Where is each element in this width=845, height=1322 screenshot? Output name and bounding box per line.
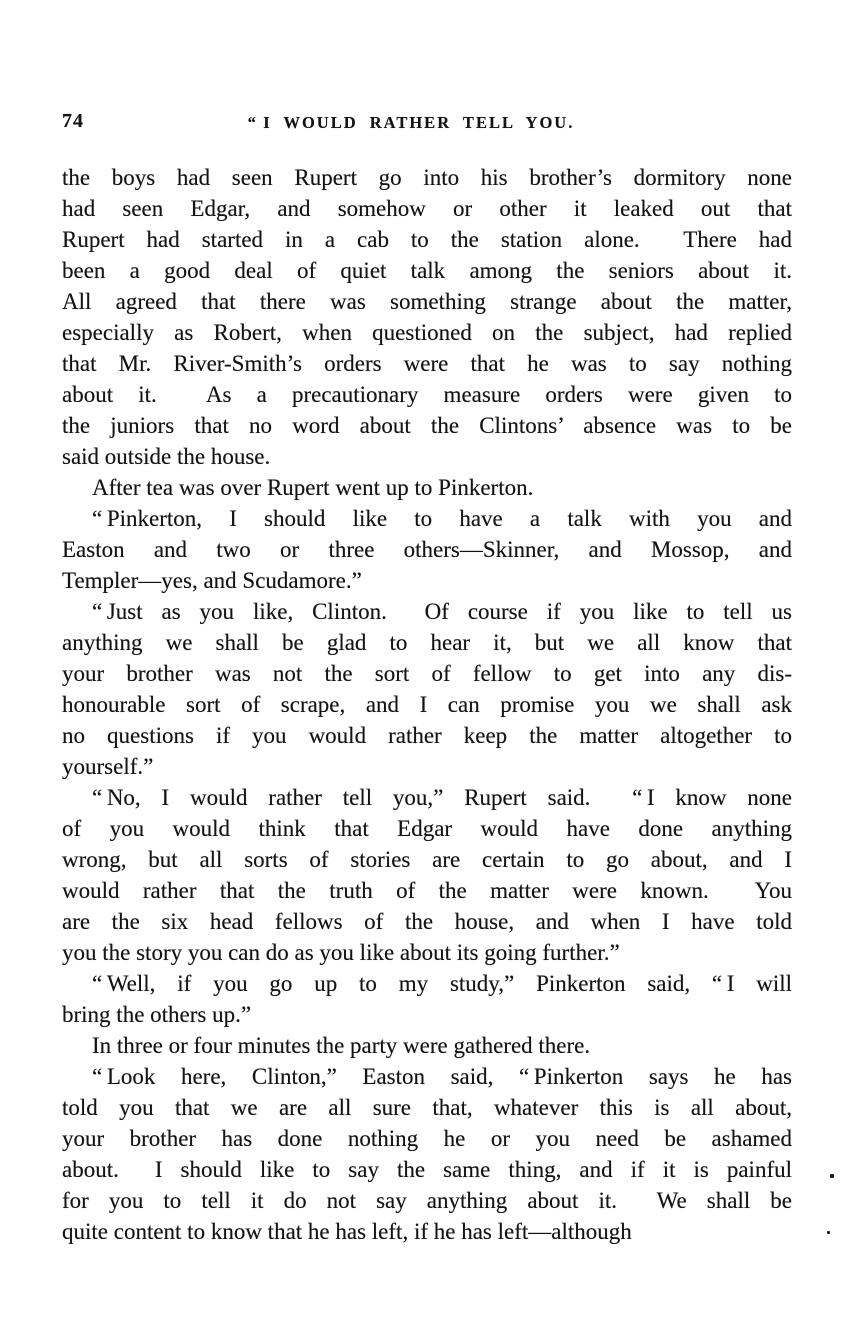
paragraph	[62, 1030, 792, 1061]
text-line: of you would think that Edgar would have done anything	[62, 816, 792, 841]
text-line: had seen Edgar, and somehow or other it leaked out that	[62, 196, 792, 221]
text-line: honourable sort of scrape, and I can promise you we shall ask	[62, 692, 792, 717]
text-line: no questions if you would rather keep the matter altogether to	[62, 723, 792, 748]
text-line: “ Just as you like, Clinton. Of course if you like to tell us	[92, 599, 792, 624]
text-line: you the story you can do as you like about its going further.”	[62, 940, 620, 965]
body-text	[62, 162, 792, 1247]
text-line: the juniors that no word about the Clintons’ absence was to be	[62, 413, 792, 438]
paragraph	[62, 472, 792, 503]
page-header	[62, 110, 792, 136]
running-title: “ I WOULD RATHER TELL YOU.	[247, 113, 575, 132]
text-line: Templer—yes, and Scudamore.”	[62, 568, 362, 593]
text-line: yourself.”	[62, 754, 154, 779]
text-line: All agreed that there was something strange about the matter,	[62, 289, 792, 314]
text-line: about. I should like to say the same thing, and if it is painful	[62, 1157, 792, 1182]
text-line: After tea was over Rupert went up to Pinkerton.	[92, 475, 534, 500]
page-number: 74	[62, 110, 84, 132]
text-line: been a good deal of quiet talk among the seniors about it.	[62, 258, 792, 283]
text-line: that Mr. River-Smith’s orders were that he was to say nothing	[62, 351, 792, 376]
text-line: for you to tell it do not say anything about it. We shall be	[62, 1188, 792, 1213]
text-line: Easton and two or three others—Skinner, and Mossop, and	[62, 537, 792, 562]
text-line: your brother has done nothing he or you need be ashamed	[62, 1126, 792, 1151]
text-line: In three or four minutes the party were gathered there.	[92, 1033, 591, 1058]
text-line: would rather that the truth of the matter were known. You	[62, 878, 792, 903]
scan-speck	[827, 1231, 830, 1234]
text-line: bring the others up.”	[62, 1002, 252, 1027]
text-line: “ Well, if you go up to my study,” Pinkerton said, “ I will	[92, 971, 792, 996]
text-line: told you that we are all sure that, whatever this is all about,	[62, 1095, 792, 1120]
text-line: are the six head fellows of the house, and when I have told	[62, 909, 792, 934]
text-line: about it. As a precautionary measure orders were given to	[62, 382, 792, 407]
text-line: said outside the house.	[62, 444, 271, 469]
text-line: Rupert had started in a cab to the station alone. There had	[62, 227, 792, 252]
paragraph	[62, 782, 792, 968]
text-line: “ No, I would rather tell you,” Rupert said. “ I know none	[92, 785, 792, 810]
text-line: the boys had seen Rupert go into his brother’s dormitory none	[62, 165, 792, 190]
paragraph	[62, 162, 792, 472]
text-line: “ Look here, Clinton,” Easton said, “ Pinkerton says he has	[92, 1064, 792, 1089]
text-line: wrong, but all sorts of stories are certain to go about, and I	[62, 847, 792, 872]
text-line: quite content to know that he has left, if he has left—although	[62, 1219, 632, 1244]
text-line: your brother was not the sort of fellow to get into any dis-	[62, 661, 792, 686]
text-line: “ Pinkerton, I should like to have a talk with you and	[92, 506, 792, 531]
paragraph	[62, 1061, 792, 1247]
text-line: anything we shall be glad to hear it, but we all know that	[62, 630, 792, 655]
text-line: especially as Robert, when questioned on the subject, had replied	[62, 320, 792, 345]
scan-speck	[830, 1174, 834, 1178]
paragraph	[62, 596, 792, 782]
paragraph	[62, 968, 792, 1030]
paragraph	[62, 503, 792, 596]
